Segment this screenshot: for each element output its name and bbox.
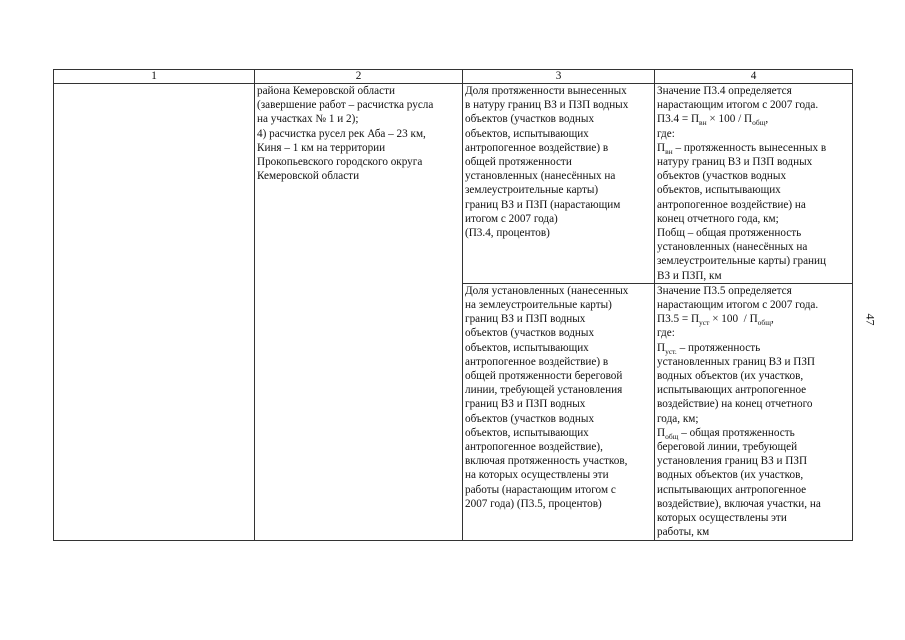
indicator-p35-cell xyxy=(463,283,655,540)
column-header-4: 4 xyxy=(655,70,853,84)
measures-text: района Кемеровской области (завершение работ – расчистка русла на участках № 1 и 2); 4) расчистка русел рек Аба – 23 км, Киня – 1 км на территории Прокопьевского городского округа Кемеровской области xyxy=(257,85,434,183)
column-header-3: 3 xyxy=(463,70,655,84)
description-p34-cell xyxy=(655,84,853,284)
p35-var2: $П_{общ}$ – общая протяженность береговой линии, требующей установления границ ВЗ и ПЗП водных объектов (их участков, испытывающих антропогенное воздействие), включая участки, на которых осуществлены эти работы, км xyxy=(657,426,821,539)
table-header-row xyxy=(54,70,853,84)
column-2-cell xyxy=(255,84,463,541)
p34-where: где: xyxy=(657,127,675,140)
p35-where: где: xyxy=(657,327,675,340)
p34-formula: $П3.4 = П_{вн} \times 100 / П_{общ}$, xyxy=(657,113,769,128)
p34-intro: Значение П3.4 определяется нарастающим итогом с 2007 года. xyxy=(657,85,819,112)
indicator-p35-text: Доля установленных (нанесенных на землеустроительные карты) границ ВЗ и ПЗП водных объектов (участков водных объектов, испытывающих антропогенное воздействие) в общей протяженности береговой линии, требующей установления границ ВЗ и ПЗП водных объектов (участков водных объектов, испытывающих антропогенное воздействие), включая протяженность участков, на которых осуществлены эти работы (нарастающим итогом с 2007 года) (П3.5, процентов) xyxy=(465,284,629,510)
p34-var2: Побщ – общая протяженность установленных (нанесённых на землеустроительные карты) границ ВЗ и ПЗП, км xyxy=(657,227,827,282)
p35-formula: $П3.5 = П_{уст} \times 100 / П_{общ}$, xyxy=(657,313,774,328)
document-table xyxy=(53,69,853,541)
indicator-p34-text: Доля протяженности вынесенных в натуру границ ВЗ и ПЗП водных объектов (участков водных объектов, испытывающих антропогенное воздействие) в общей протяженности установленных (нанесённых на землеустроительные карты) границ ВЗ и ПЗП (нарастающим итогом с 2007 года) (П3.4, процентов) xyxy=(465,85,629,240)
column-header-1: 1 xyxy=(54,70,255,84)
column-header-2: 2 xyxy=(255,70,463,84)
indicator-p34-cell xyxy=(463,84,655,284)
p35-intro: Значение П3.5 определяется нарастающим итогом с 2007 года. xyxy=(657,284,819,312)
p35-var1: $П_{уст.}$ – протяженность установленных границ ВЗ и ПЗП водных объектов (их участков, испытывающих антропогенное воздействие) на конец отчетного года, км; xyxy=(657,341,816,425)
table-row xyxy=(54,84,853,284)
description-p35-cell xyxy=(655,283,853,540)
page-number: 47 xyxy=(863,313,878,326)
p34-var1: $П_{вн}$ – протяженность вынесенных в натуру границ ВЗ и ПЗП водных объектов (участков водных объектов, испытывающих антропогенное воздействие) на конец отчетного года, км; xyxy=(657,141,827,225)
column-1-cell xyxy=(54,84,255,541)
